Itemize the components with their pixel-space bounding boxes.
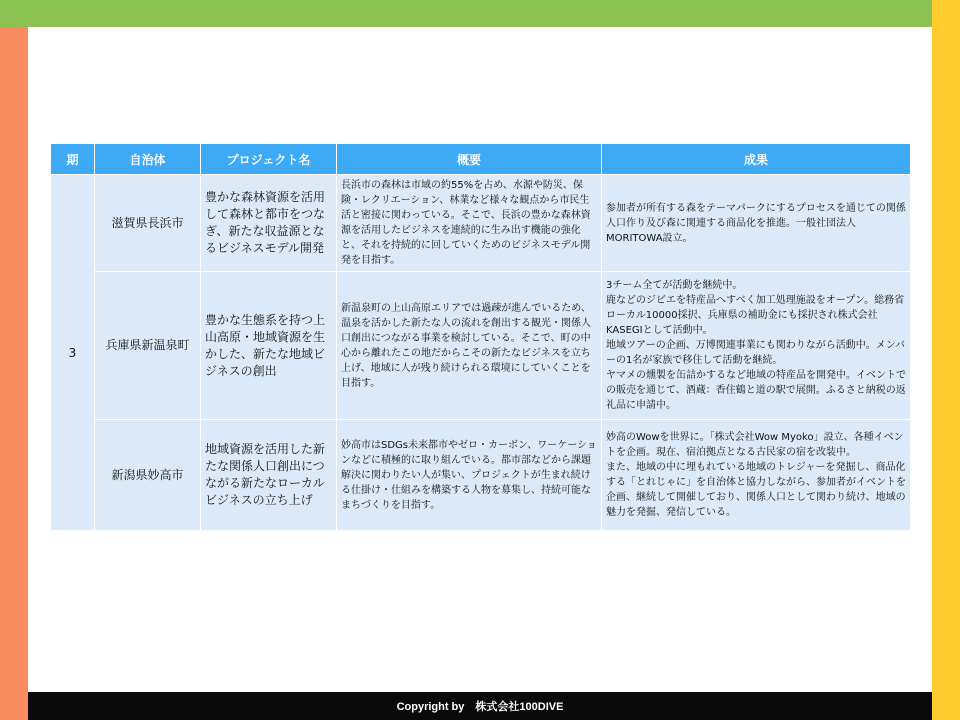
overview-cell: 妙高市はSDGs未来都市やゼロ・カーボン、ワーケーションなどに積極的に取り組んでいる。都市部などから課題解決に関わりたい人が集い、プロジェクトが生まれ続ける仕掛け・仕組みを構築する人物を募集し、持続可能なまちづくりを目指す。 (337, 420, 602, 531)
project-table (50, 143, 911, 531)
header-period: 期 (51, 144, 95, 175)
project-name-cell: 豊かな生態系を持つ上山高原・地域資源を生かした、新たな地域ビジネスの創出 (201, 272, 337, 420)
footer-bar (28, 692, 932, 720)
result-cell: 参加者が所有する森をテーマパークにするプロセスを通じての関係人口作り及び森に関連する商品化を推進。一般社団法人MORITOWA設立。 (602, 175, 911, 272)
overview-cell: 新温泉町の上山高原エリアでは過疎が進んでいるため、温泉を活かした新たな人の流れを創出する観光・関係人口創出につながる事業を検討している。そこで、町の中心から離れたこの地だからこその新たなビジネスを立ち上げ、地域に人が残り続けられる環境にしていくことを目指す。 (337, 272, 602, 420)
right-accent-bar (932, 0, 960, 720)
project-name-cell: 豊かな森林資源を活用して森林と都市をつなぎ、新たな収益源となるビジネスモデル開発 (201, 175, 337, 272)
table-row (51, 175, 911, 272)
municipality-cell: 滋賀県長浜市 (95, 175, 201, 272)
municipality-cell: 兵庫県新温泉町 (95, 272, 201, 420)
header-overview: 概要 (337, 144, 602, 175)
header-project: プロジェクト名 (201, 144, 337, 175)
overview-cell: 長浜市の森林は市域の約55%を占め、水源や防災、保険・レクリエーション、林業など様々な観点から市民生活と密接に関わっている。そこで、長浜の豊かな森林資源を活用したビジネスを連続的に生み出す機能の強化と、それを持続的に回していくためのビジネスモデル開発を目指す。 (337, 175, 602, 272)
left-accent-bar (0, 27, 28, 720)
table-row (51, 272, 911, 420)
header-result: 成果 (602, 144, 911, 175)
header-municipality: 自治体 (95, 144, 201, 175)
project-name-cell: 地域資源を活用した新たな関係人口創出につながる新たなローカルビジネスの立ち上げ (201, 420, 337, 531)
table-header-row (51, 144, 911, 175)
period-cell: 3 (51, 175, 95, 531)
copyright-text: Copyright by 株式会社100DIVE (396, 701, 564, 713)
top-accent-bar (0, 0, 960, 27)
municipality-cell: 新潟県妙高市 (95, 420, 201, 531)
result-cell: 3チーム全てが活動を継続中。 鹿などのジビエを特産品へすべく加工処理施設をオープン。総務省ローカル10000採択、兵庫県の補助金にも採択され株式会社KASEGIとして活動中。 地域ツアーの企画、万博関連事業にも関わりながら活動中。メンバーの1名が家族で移住して活動を継続。 ヤマメの燻製を缶詰かするなど地域の特産品を開発中。イベントでの販売を通じて、酒蔵：香住鶴と道の駅で展開。ふるさと納税の返礼品に申請中。 (602, 272, 911, 420)
result-cell: 妙高のWowを世界に。「株式会社Wow Myoko」設立、各種イベントを企画。現在、宿泊拠点となる古民家の宿を改装中。 また、地域の中に埋もれている地域のトレジャーを発掘し、商品化する「とれじゃに」を自治体と協力しながら、参加者がイベントを企画、継続して開催しており、関係人口として関わり続け、地域の魅力を発掘、発信している。 (602, 420, 911, 531)
table-row (51, 420, 911, 531)
